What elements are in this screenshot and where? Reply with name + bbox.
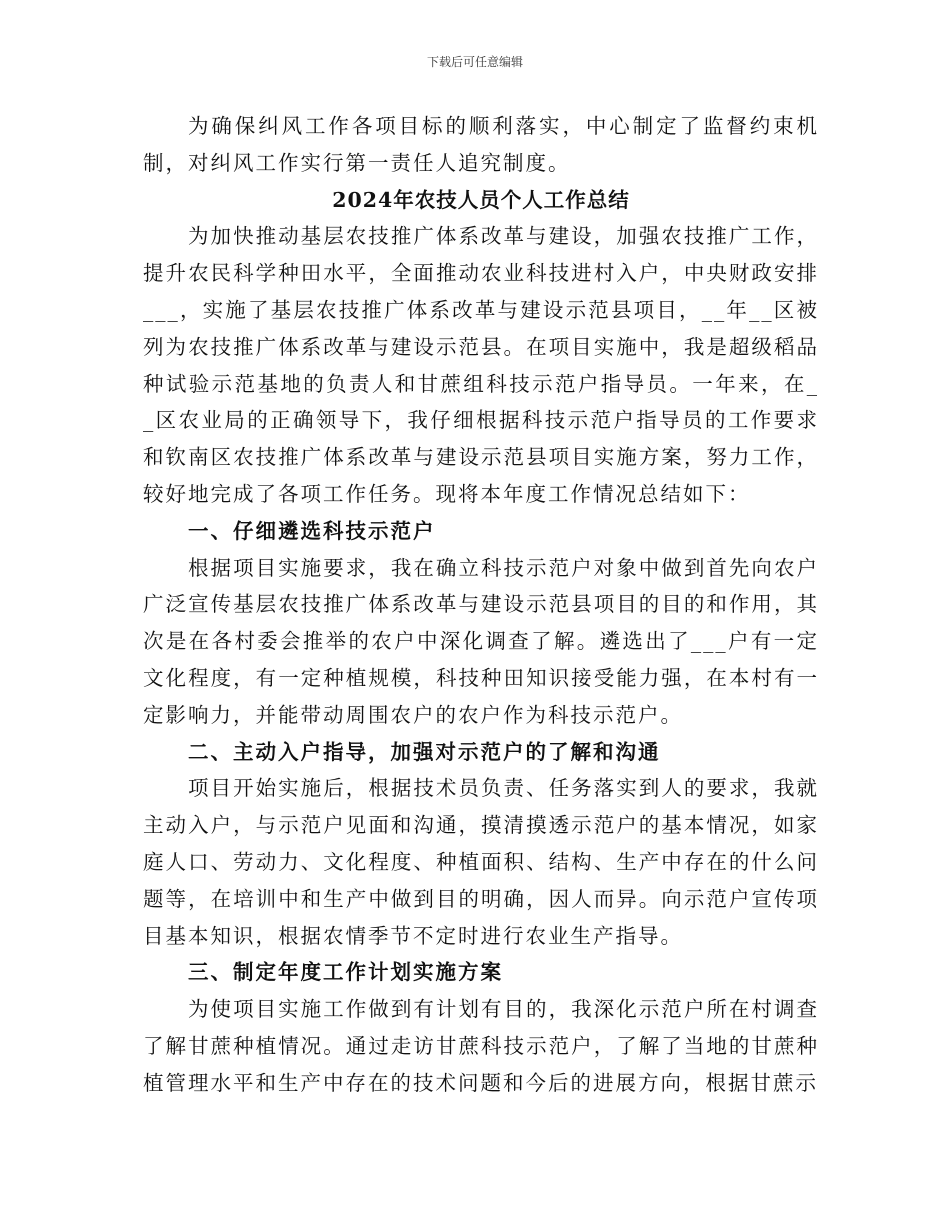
intro-paragraph: 为确保纠风工作各项目标的顺利落实，中心制定了监督约束机制，对纠风工作实行第一责任人追究制度。: [143, 114, 819, 175]
paragraph-1: 为加快推动基层农技推广体系改革与建设，加强农技推广工作，提升农民科学种田水平，全面推动农业科技进村入户，中央财政安排___，实施了基层农技推广体系改革与建设示范县项目，__年__区被列为农技推广体系改革与建设示范县。在项目实施中，我是超级稻品种试验示范基地的负责人和甘蔗组科技示范户指导员。一年来，在__区农业局的正确领导下，我仔细根据科技示范户指导员的工作要求和钦南区农技推广体系改革与建设示范县项目实施方案，努力工作，较好地完成了各项工作任务。现将本年度工作情况总结如下：: [143, 224, 819, 506]
paragraph-3: 项目开始实施后，根据技术员负责、任务落实到人的要求，我就主动入户，与示范户见面和沟通，摸清摸透示范户的基本情况，如家庭人口、劳动力、文化程度、种植面积、结构、生产中存在的什么问题等，在培训中和生产中做到目的明确，因人而异。向示范户宣传项目基本知识，根据农情季节不定时进行农业生产指导。: [143, 776, 819, 948]
section-heading-2: 二、主动入户指导，加强对示范户的了解和沟通: [188, 739, 661, 764]
page-header: 下载后可任意编辑: [426, 55, 523, 69]
section-heading-3: 三、制定年度工作计划实施方案: [188, 960, 503, 985]
document-body: [143, 108, 819, 1102]
section-heading-1: 一、仔细遴选科技示范户: [188, 518, 436, 543]
paragraph-2: 根据项目实施要求，我在确立科技示范户对象中做到首先向农户广泛宣传基层农技推广体系改革与建设示范县项目的目的和作用，其次是在各村委会推举的农户中深化调查了解。遴选出了___户有一定文化程度，有一定种植规模，科技种田知识接受能力强，在本村有一定影响力，并能带动周围农户的农户作为科技示范户。: [143, 555, 819, 727]
paragraph-4: 为使项目实施工作做到有计划有目的，我深化示范户所在村调查了解甘蔗种植情况。通过走访甘蔗科技示范户，了解了当地的甘蔗种植管理水平和生产中存在的技术问题和今后的进展方向，根据甘蔗示: [143, 997, 819, 1095]
document-title: 2024年农技人员个人工作总结: [332, 187, 630, 212]
